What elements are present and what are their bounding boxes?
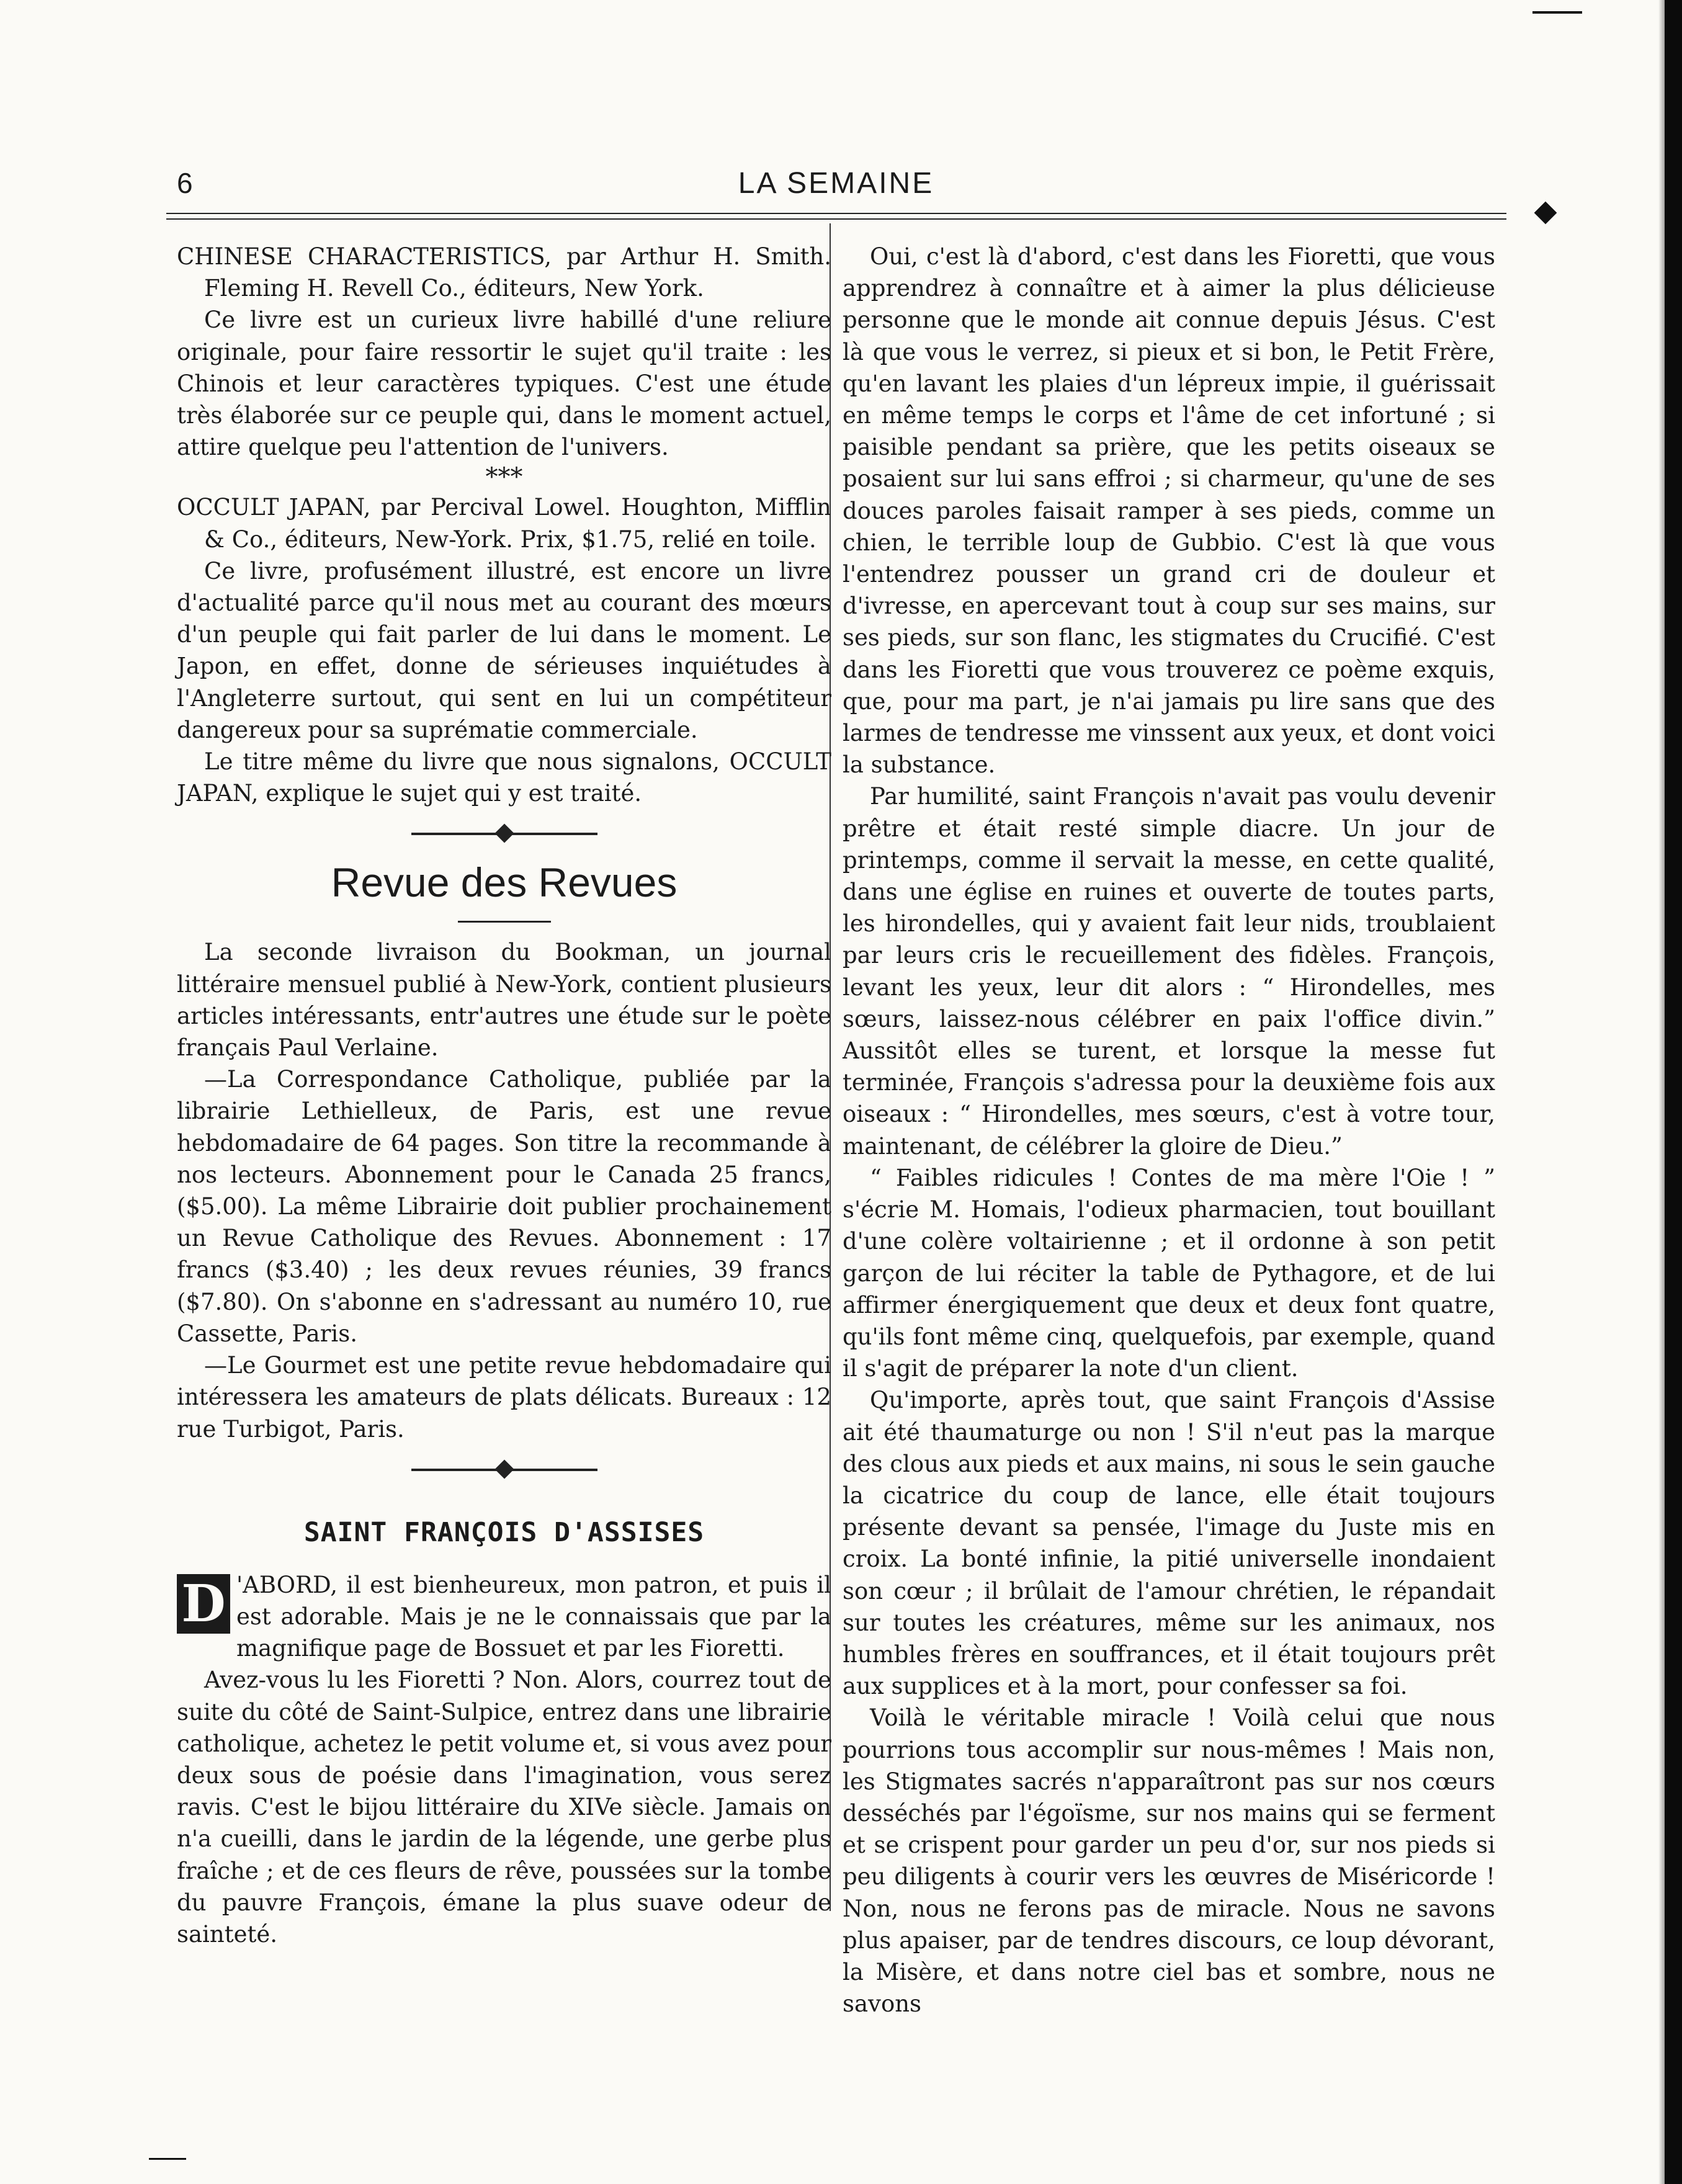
revue-bookman: La seconde livraison du Bookman, un journal littéraire mensuel publié à New-York, contient plusieurs articles intéressants, entr'autres une étude sur le poète français Paul Verlaine. xyxy=(177,939,831,1062)
ornament-divider-2 xyxy=(177,1452,831,1487)
revue-correspondance: —La Correspondance Catholique, publiée par la librairie Lethielleux, de Paris, est une revue hebdomadaire de 64 pages. Son titre la recommande à nos lecteurs. Abonnement pour le Canada 25 francs, ($5.00). La même Librairie doit publier prochainement un Revue Catholique des Revues. Abonnement : 17 francs ($3.40) ; les deux revues réunies, 39 francs ($7.80). On s'abonne en s'adressant au numéro 10, rue Cassette, Paris. xyxy=(177,1066,831,1347)
revue-gourmet: —Le Gourmet est une petite revue hebdomadaire qui intéressera les amateurs de plats délicats. Bureaux : 12 rue Turbigot, Paris. xyxy=(177,1352,831,1443)
article-paragraph-importe: Qu'importe, après tout, que saint François d'Assise ait été thaumaturge ou non ! S'il n'eut pas la marque des clous aux pieds et aux mains, ni sous le sein gauche la cicatrice du coup de lance, elle était toujours présente devant sa pensée, l'image du Juste mis en croix. La bonté infinie, la pitié universelle inondaient son cœur ; il brûlait de l'amour chrétien, le répandait sur toutes les créatures, même sur les animaux, nos humbles frères en souffrances, et il était toujours prêt aux supplices et à la mort, pour confesser sa foi. xyxy=(843,1387,1495,1700)
scan-mark-bottom-left xyxy=(149,2158,186,2160)
article-paragraph-homais: “ Faibles ridicules ! Contes de ma mère l'Oie ! ” s'écrie M. Homais, l'odieux pharmacien, tout bouillant d'une colère voltairienne ; et il ordonne à son petit garçon de lui réciter la table de Pythagore, et de lui affirmer énergiquement que deux et deux font quatre, qu'ils font même cinq, quelquefois, par exemple, quand il s'agit de préparer la note d'un client. xyxy=(843,1164,1495,1382)
book-notice-chinese: CHINESE CHARACTERISTICS, par Arthur H. Smith. Fleming H. Revell Co., éditeurs, New York. xyxy=(177,243,831,302)
article-paragraph-fioretti: Avez-vous lu les Fioretti ? Non. Alors, courrez tout de suite du côté de Saint-Sulpice, entrez dans une librairie catholique, achetez le petit volume et, si vous avez pour deux sous de poésie dans l'imagination, vous serez ravis. C'est le bijou littéraire du XIVe siècle. Jamais on n'a cueilli, dans le jardin de la légende, une gerbe plus fraîche ; et de ces fleurs de rêve, poussées sur la tombe du pauvre François, émane la plus suave odeur de sainteté. xyxy=(177,1667,831,1948)
article-paragraph-oui: Oui, c'est là d'abord, c'est dans les Fioretti, que vous apprendrez à connaître et à aimer la plus délicieuse personne que le monde ait connue depuis Jésus. C'est là que vous le verrez, si pieux et si bon, le Petit Frère, qu'en lavant les plaies d'un lépreux impie, il guérissait en même temps le corps et l'âme de cet infortuné ; si paisible pendant sa prière, que les petits oiseaux se posaient sur lui sans effroi ; si charmeur, qu'une de ses douces paroles faisait ramper à ses pieds, comme un chien, le terrible loup de Gubbio. C'est là que vous l'entendrez pousser un grand cri de douleur et d'ivresse, en apercevant tout à coup sur ses mains, sur ses pieds, sur son flanc, les stigmates du Crucifié. C'est dans les Fioretti que vous trouverez ce poème exquis, que, pour ma part, je n'ai jamais pu lire sans que des larmes de tendresse me vinssent aux yeux, et dont voici la substance. xyxy=(843,243,1495,779)
article-paragraph-miracle: Voilà le véritable miracle ! Voilà celui que nous pourrions tous accomplir sur nous-mêmes ! Mais non, les Stigmates sacrés n'apparaîtront pas sur nos cœurs desséchés par l'égoïsme, sur nos mains qui se ferment et se crispent pour garder un peu d'or, sur nos pieds si peu diligents à courir vers les œuvres de Miséricorde ! Non, nous ne ferons pas de miracle. Nous ne savons plus apaiser, par de tendres discours, ce loup dévorant, la Misère, et dans notre ciel bas et sombre, nous ne savons xyxy=(843,1704,1495,2018)
section-title-revue: Revue des Revues xyxy=(331,859,678,906)
scan-mark-top-right xyxy=(1532,11,1582,14)
header-rule xyxy=(166,213,1506,220)
short-rule xyxy=(458,921,551,923)
drop-cap: D xyxy=(177,1574,230,1634)
scan-mark-arrow xyxy=(1534,202,1557,225)
left-column xyxy=(177,241,831,1950)
right-column xyxy=(843,241,1495,2020)
asterism-divider: *** xyxy=(485,463,523,492)
page-edge xyxy=(1665,0,1682,2184)
article-paragraph-humilite: Par humilité, saint François n'avait pas voulu devenir prêtre et était resté simple diacre. Un jour de printemps, comme il servait la messe, en cette qualité, dans une église en ruines et ouverte de toutes parts, les hirondelles, qui y avaient fait leur nids, troublaient par leurs cris le recueillement des fidèles. François, levant les yeux, leur dit alors : “ Hirondelles, mes sœurs, laissez-nous célébrer en paix l'office divin.” Aussitôt elles se turent, et lorsque la messe fut terminée, François s'adressa pour la deuxième fois aux oiseaux : “ Hirondelles, mes sœurs, c'est à votre tour, maintenant, de célébrer la gloire de Dieu.” xyxy=(843,783,1495,1160)
page-edge-shadow xyxy=(1658,0,1665,2184)
page-number: 6 xyxy=(177,167,193,199)
section-title-saint-francois: SAINT FRANÇOIS D'ASSISES xyxy=(303,1516,705,1548)
book-review-japan: Ce livre, profusément illustré, est encore un livre d'actualité parce qu'il nous met au courant des mœurs d'un peuple qui fait parler de lui dans le moment. Le Japon, en effet, donne de sérieuses inquiétudes à l'Angleterre surtout, qui sent en lui un compétiteur dangereux pour sa suprématie commerciale. xyxy=(177,557,831,743)
article-opening xyxy=(177,1569,831,1665)
running-title: LA SEMAINE xyxy=(738,167,934,200)
ornament-divider xyxy=(177,817,831,851)
book-review-chinese: Ce livre est un curieux livre habillé d'une reliure originale, pour faire ressortir le sujet qu'il traite : les Chinois et leur caractères typiques. C'est une étude très élaborée sur ce peuple qui, dans le moment actuel, attire quelque peu l'attention de l'univers. xyxy=(177,307,831,461)
book-review-japan-title: Le titre même du livre que nous signalons, OCCULT JAPAN, explique le sujet qui y est traité. xyxy=(177,748,831,807)
article-opening-text: 'ABORD, il est bienheureux, mon patron, et puis il est adorable. Mais je ne le connaissais que par la magnifique page de Bossuet et par les Fioretti. xyxy=(236,1571,831,1662)
book-notice-japan: OCCULT JAPAN, par Percival Lowel. Houghton, Mifflin & Co., éditeurs, New-York. Prix, $1.75, relié en toile. xyxy=(177,494,831,553)
page-header xyxy=(177,166,1495,210)
